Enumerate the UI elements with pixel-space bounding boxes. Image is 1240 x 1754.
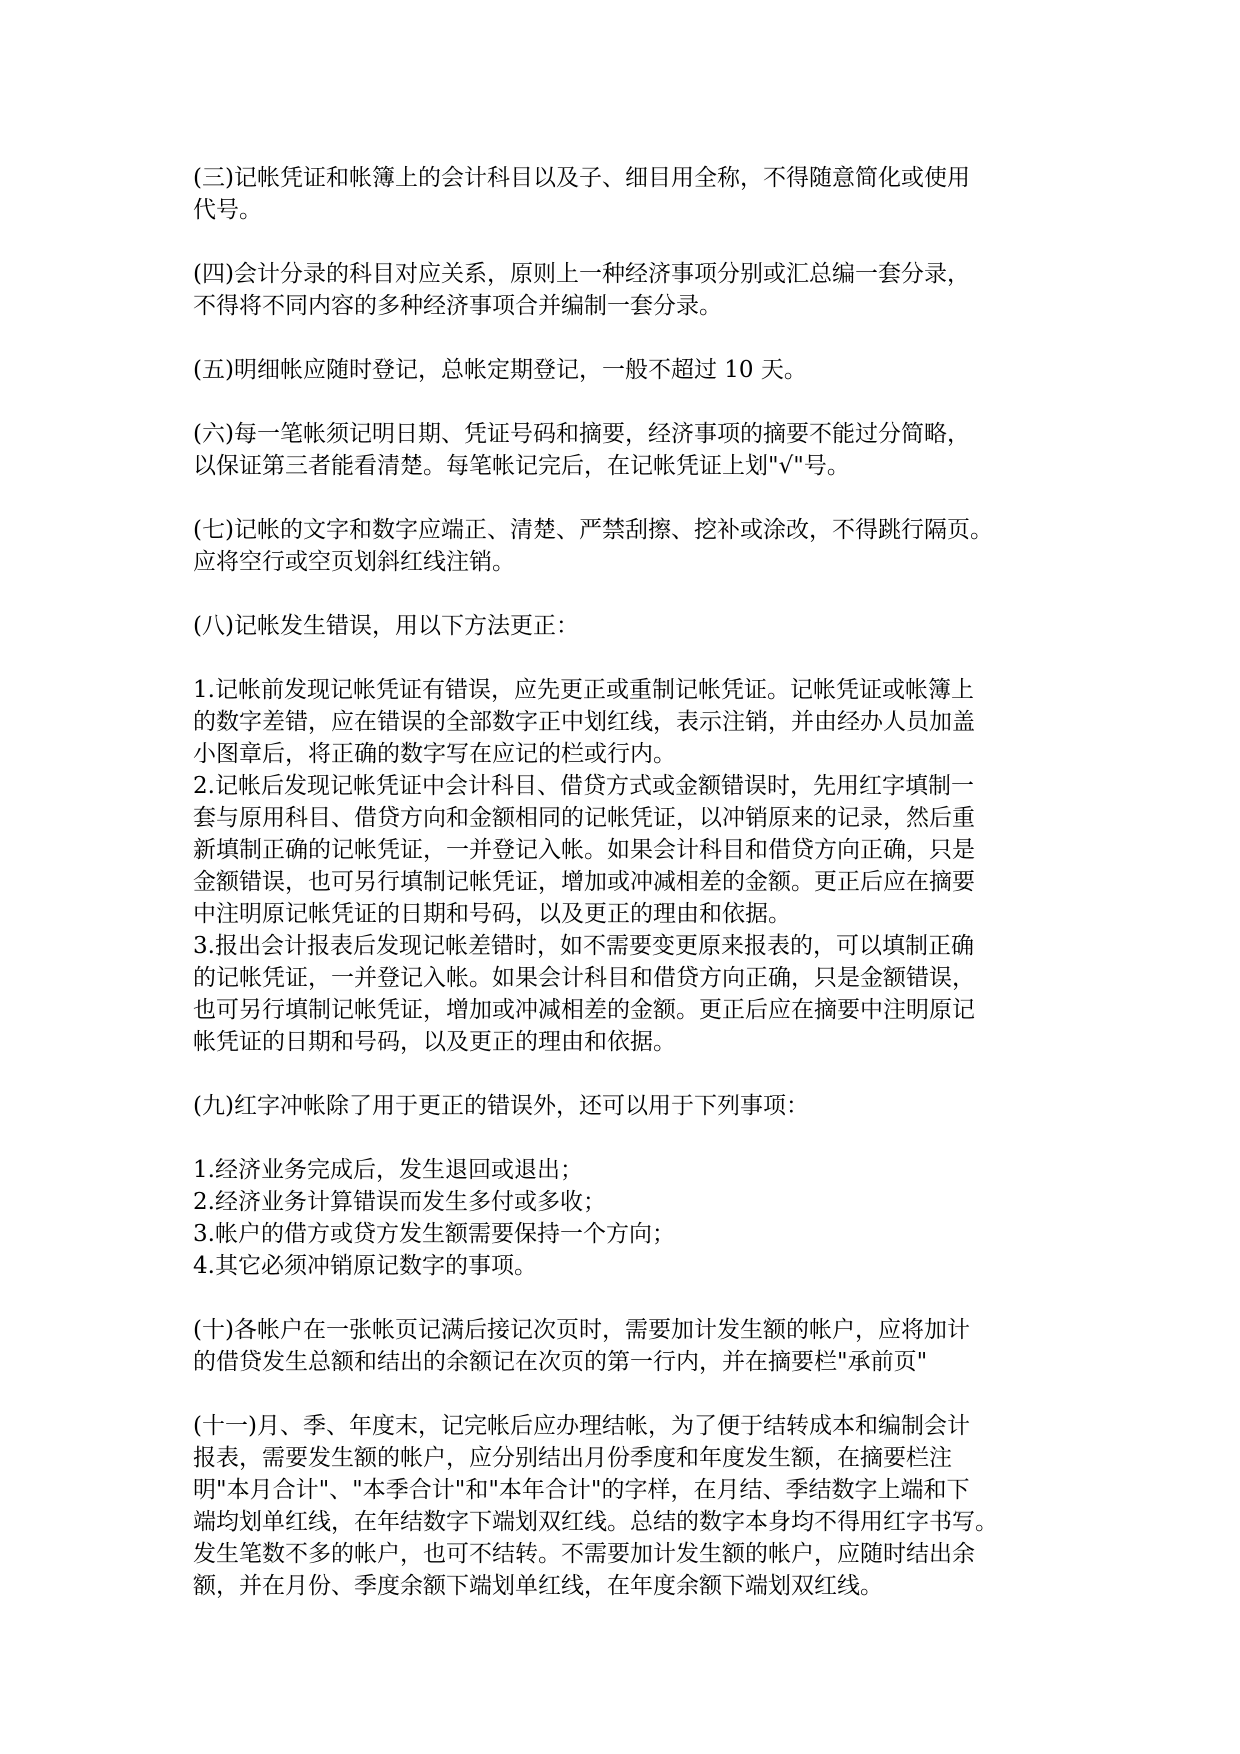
section-9-item-4: 4.其它必须冲销原记数字的事项。: [193, 1253, 537, 1279]
section-7: (七)记帐的文字和数字应端正、清楚、严禁刮擦、挖补或涂改，不得跳行隔页。 应将空行或空页划斜红线注销。: [193, 517, 993, 575]
section-11: (十一)月、季、年度末，记完帐后应办理结帐，为了便于结转成本和编制会计 报表，需要发生额的帐户，应分别结出月份季度和年度发生额，在摘要栏注 明"本月合计"、"本季合计"和"本年合计"的字样，在月结、季结数字上端和下 端均划单红线，在年结数字下端划双红线。总结的数字本身均不得用红字书写。 发生笔数不多的帐户，也可不结转。不需要加计发生额的帐户，应随时结出余 额，并在月份、季度余额下端划单红线，在年度余额下端划双红线。: [193, 1413, 998, 1599]
section-3: (三)记帐凭证和帐簿上的会计科目以及子、细目用全称，不得随意简化或使用 代号。: [193, 165, 970, 223]
section-8-item-3: 3.报出会计报表后发现记帐差错时，如不需要变更原来报表的，可以填制正确 的记帐凭证，一并登记入帐。如果会计科目和借贷方向正确，只是金额错误， 也可另行填制记帐凭证，增加或冲减相差的金额。更正后应在摘要中注明原记 帐凭证的日期和号码，以及更正的理由和依据。: [193, 933, 975, 1055]
section-8-item-2: 2.记帐后发现记帐凭证中会计科目、借贷方式或金额错误时，先用红字填制一 套与原用科目、借贷方向和金额相同的记帐凭证，以冲销原来的记录，然后重 新填制正确的记帐凭证，一并登记入帐。如果会计科目和借贷方向正确，只是 金额错误，也可另行填制记帐凭证，增加或冲减相差的金额。更正后应在摘要 中注明原记帐凭证的日期和号码，以及更正的理由和依据。: [193, 773, 975, 927]
section-5: (五)明细帐应随时登记，总帐定期登记，一般不超过 10 天。: [193, 357, 807, 383]
section-10: (十)各帐户在一张帐页记满后接记次页时，需要加计发生额的帐户，应将加计 的借贷发生总额和结出的余额记在次页的第一行内，并在摘要栏"承前页": [193, 1317, 970, 1375]
section-8: (八)记帐发生错误，用以下方法更正：: [193, 613, 579, 639]
section-9: (九)红字冲帐除了用于更正的错误外，还可以用于下列事项：: [193, 1093, 809, 1119]
section-9-item-3: 3.帐户的借方或贷方发生额需要保持一个方向；: [193, 1221, 675, 1247]
document-page: [193, 162, 1073, 1602]
section-8-item-1: 1.记帐前发现记帐凭证有错误，应先更正或重制记帐凭证。记帐凭证或帐簿上 的数字差错，应在错误的全部数字正中划红线，表示注销，并由经办人员加盖 小图章后，将正确的数字写在应记的栏或行内。: [193, 677, 975, 767]
section-9-item-1: 1.经济业务完成后，发生退回或退出；: [193, 1157, 583, 1183]
section-6: (六)每一笔帐须记明日期、凭证号码和摘要，经济事项的摘要不能过分简略， 以保证第三者能看清楚。每笔帐记完后，在记帐凭证上划"√"号。: [193, 421, 970, 479]
section-9-item-2: 2.经济业务计算错误而发生多付或多收；: [193, 1189, 606, 1215]
section-4: (四)会计分录的科目对应关系，原则上一种经济事项分别或汇总编一套分录， 不得将不同内容的多种经济事项合并编制一套分录。: [193, 261, 970, 319]
